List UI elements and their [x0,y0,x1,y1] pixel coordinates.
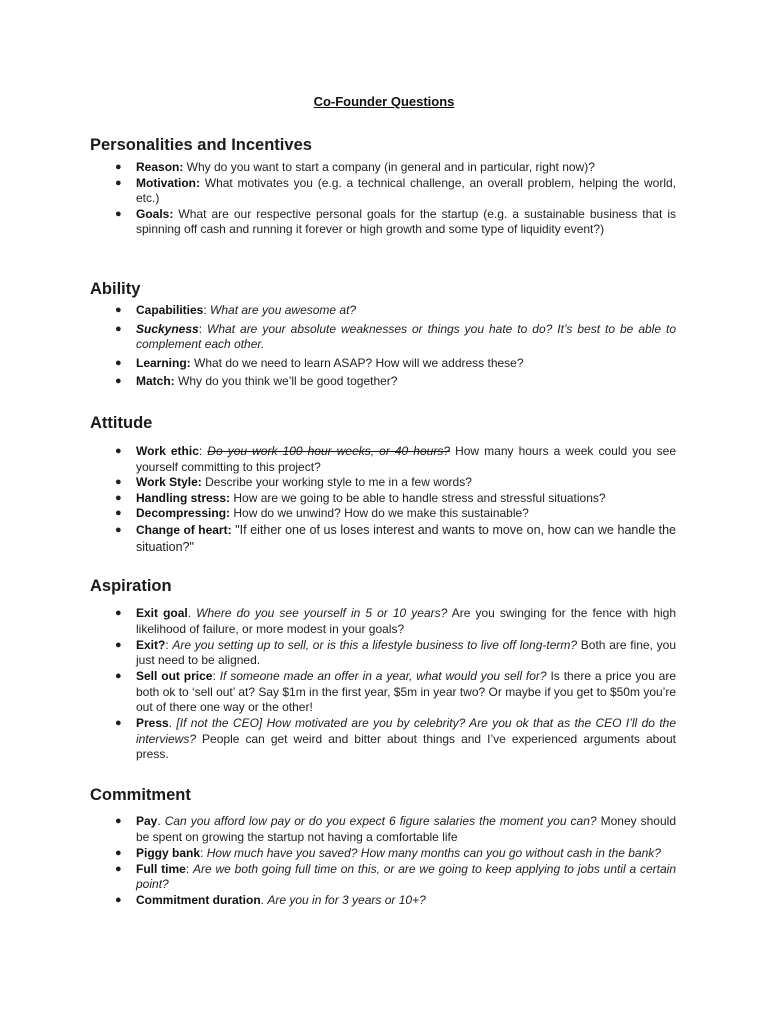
bullet-icon: ● [115,491,122,504]
item-key: Full time [136,861,186,876]
list-item [110,669,676,716]
item-question: What are your absolute weaknesses or things you hate to do? It’s best to be able to complement each other. [136,321,676,351]
section-list-attitude [110,444,676,556]
item-key: Sell out price [136,669,213,683]
item-text: Are you swinging for the fence with high likelihood of failure, or more modest in your goals? [136,606,677,636]
bullet-icon: ● [115,304,122,316]
list-item [110,846,676,862]
bullet-icon: ● [115,176,122,189]
item-question: Are you setting up to sell, or is this a lifestyle business to live off long-term? [172,637,578,652]
item-key: Capabilities [136,303,204,317]
list-item [110,374,676,390]
list-item [110,475,676,491]
item-key: Handling stress: [136,490,231,505]
item-text: What are our respective personal goals for the startup (e.g. a sustainable business that is spinning off cash and running it forever or high growth and some type of liquidity event?) [136,206,676,236]
bullet-icon: ● [115,862,122,875]
item-text: What motivates you (e.g. a technical challenge, an overall problem, helping the world, etc.) [136,175,676,205]
section-list-personalities [110,160,676,238]
bullet-icon: ● [115,161,122,173]
list-item [110,356,676,372]
item-text: Why do you want to start a company (in general and in particular, right now)? [183,160,595,174]
section-heading-personalities: Personalities and Incentives [90,136,312,154]
item-separator: . [157,814,165,828]
list-item [110,207,676,238]
item-key: Suckyness [136,321,199,336]
item-text: Is there a price you are both ok to ‘sell out’ at? Say $1m in the first year, $5m in year two? Or maybe if you get to $50m you’re out of there one way or the other! [136,669,676,714]
item-key: Work Style: [136,475,202,489]
item-text: How do we unwind? How do we make this sustainable? [230,506,529,520]
list-item [110,176,676,207]
item-key: Pay [136,814,158,828]
list-item [110,506,676,522]
item-key: Commitment duration [136,893,261,907]
document-title: Co-Founder Questions [313,94,455,109]
item-text: Money should be spent on growing the startup not having a comfortable life [136,814,676,844]
section-list-commitment [110,814,676,909]
item-key: Work ethic [136,444,199,458]
bullet-icon: ● [115,375,122,387]
bullet-icon: ● [115,670,122,682]
item-question: How much have you saved? How many months can you go without cash in the bank? [206,845,661,860]
bullet-icon: ● [115,815,122,827]
item-key: Decompressing: [136,506,231,520]
item-separator: : [198,444,208,458]
item-separator: : [200,845,207,860]
bullet-icon: ● [115,476,122,488]
bullet-icon: ● [115,894,122,906]
item-key: Motivation: [136,175,200,190]
item-text: What do we need to learn ASAP? How will we address these? [190,355,524,370]
list-item [110,862,676,893]
item-key: Reason: [136,160,184,174]
item-text: Describe your working style to me in a few words? [201,475,472,489]
list-item [110,893,676,909]
item-question: Are you in for 3 years or 10+? [267,893,426,907]
list-item [110,606,676,637]
item-separator: : [198,321,208,336]
section-list-aspiration [110,606,676,763]
list-item [110,303,676,319]
item-separator: . [168,716,177,730]
bullet-icon: ● [115,356,122,369]
item-question: Where do you see yourself in 5 or 10 years? [196,606,448,620]
list-item [110,322,676,353]
item-separator: . [260,893,268,907]
item-struck-question: Do you work 100 hour weeks, or 40 hours? [207,444,450,458]
section-heading-ability: Ability [90,280,141,298]
item-question: What are you awesome at? [210,303,357,317]
bullet-icon: ● [115,638,122,651]
item-text: "If either one of us loses interest and wants to move on, how can we handle the situation?" [136,522,677,554]
list-item [110,522,676,556]
item-key: Match: [136,374,175,388]
bullet-icon: ● [115,445,122,457]
bullet-icon: ● [115,607,122,619]
item-separator: : [185,861,194,876]
item-key: Exit? [136,637,166,652]
item-question: If someone made an offer in a year, what would you sell for? [219,669,547,683]
bullet-icon: ● [115,322,122,335]
item-text: How many hours a week could you see yourself committing to this project? [136,444,677,474]
item-key: Change of heart: [136,522,232,537]
list-item [110,638,676,669]
item-text: People can get weird and bitter about things and I’ve experienced arguments about press. [136,731,676,761]
section-heading-attitude: Attitude [90,414,153,432]
item-separator: : [203,303,211,317]
item-key: Learning: [136,355,191,370]
item-key: Press [136,716,169,730]
list-item [110,814,676,845]
bullet-icon: ● [115,717,122,729]
item-text: How are we going to be able to handle stress and stressful situations? [230,490,606,505]
item-text: Why do you think we’ll be good together? [174,374,398,388]
item-separator: : [165,637,173,652]
list-item [110,160,676,176]
item-question: Can you afford low pay or do you expect 6 figure salaries the moment you can? [164,814,597,828]
section-list-ability [110,303,676,393]
item-question: [If not the CEO] How motivated are you by celebrity? Are you ok that as the CEO I’ll do the interviews? [136,716,676,746]
item-question: Are we both going full time on this, or are we going to keep applying to jobs until a certain point? [136,861,677,891]
list-item [110,491,676,507]
section-heading-aspiration: Aspiration [90,577,172,595]
list-item [110,716,676,763]
item-separator: . [187,606,197,620]
item-separator: : [212,669,220,683]
section-heading-commitment: Commitment [90,786,191,804]
item-text: Both are fine, you just need to be aligned. [136,637,677,667]
list-item [110,444,676,475]
item-key: Piggy bank [136,845,201,860]
bullet-icon: ● [115,207,122,220]
bullet-icon: ● [115,846,122,859]
item-key: Goals: [136,206,174,221]
bullet-icon: ● [115,507,122,519]
item-key: Exit goal [136,606,188,620]
bullet-icon: ● [115,523,122,536]
